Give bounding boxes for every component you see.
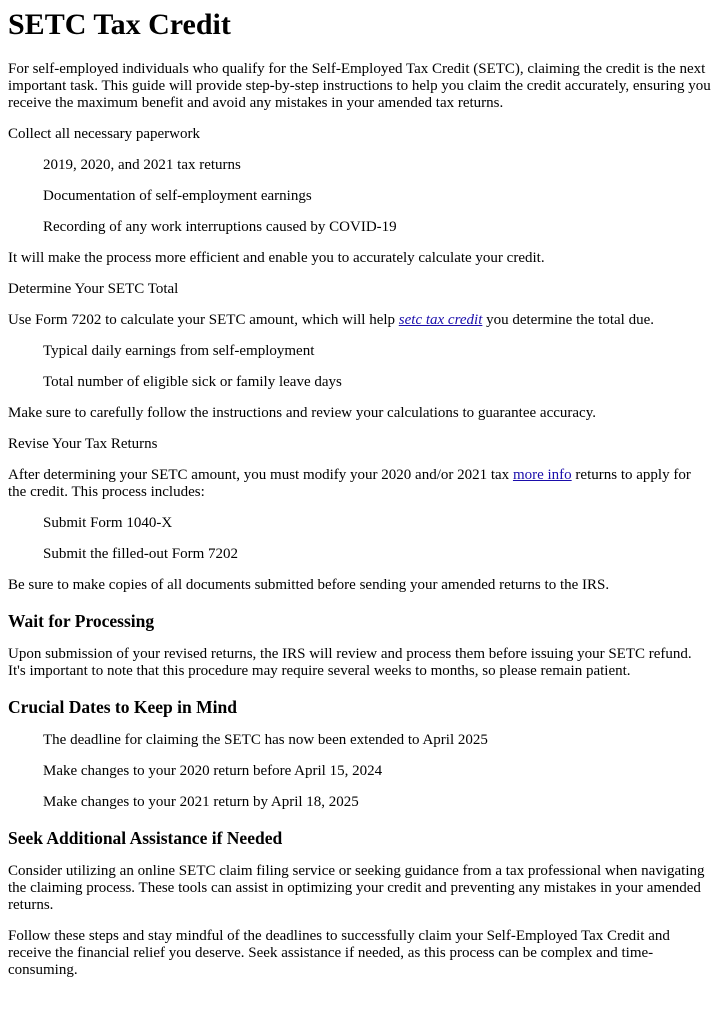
dates-heading: Crucial Dates to Keep in Mind xyxy=(8,697,237,717)
collect-heading: Collect all necessary paperwork xyxy=(8,126,201,142)
list-item: Submit Form 1040-X xyxy=(43,515,173,531)
page-title: SETC Tax Credit xyxy=(8,8,231,41)
closing-paragraph: Follow these steps and stay mindful of the deadlines to successfully claim your Self-Employed Tax Credit and receive the financial relief you deserve. Seek assistance if needed, as this process can be complex and time-consuming. xyxy=(8,928,670,978)
revise-heading: Revise Your Tax Returns xyxy=(8,436,158,452)
intro-paragraph: For self-employed individuals who qualify for the Self-Employed Tax Credit (SETC), claiming the credit is the next important task. This guide will provide step-by-step instructions to help you claim the credit accurately, ensuring you receive the maximum benefit and avoid any mistakes in your amended tax returns. xyxy=(8,61,711,111)
article xyxy=(0,8,720,979)
wait-paragraph: Upon submission of your revised returns, the IRS will review and process them before issuing your SETC refund. It's important to note that this procedure may require several weeks to months, so please remain patient. xyxy=(8,646,692,679)
wait-heading: Wait for Processing xyxy=(8,611,155,631)
list-item: Recording of any work interruptions caused by COVID-19 xyxy=(43,219,397,235)
setc-tax-credit-link[interactable]: setc tax credit xyxy=(398,312,483,328)
determine-text-before: Use Form 7202 to calculate your SETC amount, which will help xyxy=(8,312,399,328)
determine-heading: Determine Your SETC Total xyxy=(8,281,179,297)
list-item: Total number of eligible sick or family leave days xyxy=(43,374,342,390)
collect-note: It will make the process more efficient and enable you to accurately calculate your credit. xyxy=(8,250,545,266)
list-item: 2019, 2020, and 2021 tax returns xyxy=(43,157,241,173)
list-item: Submit the filled-out Form 7202 xyxy=(43,546,238,562)
determine-note: Make sure to carefully follow the instructions and review your calculations to guarantee accuracy. xyxy=(8,405,596,421)
assist-heading: Seek Additional Assistance if Needed xyxy=(8,828,283,848)
determine-paragraph xyxy=(8,312,712,329)
list-item: Make changes to your 2020 return before April 15, 2024 xyxy=(43,763,383,779)
revise-text-before: After determining your SETC amount, you must modify your 2020 and/or 2021 tax xyxy=(8,467,513,483)
assist-paragraph: Consider utilizing an online SETC claim filing service or seeking guidance from a tax professional when navigating the claiming process. These tools can assist in optimizing your credit and preventing any mistakes in your amended returns. xyxy=(8,863,705,913)
determine-text-after: you determine the total due. xyxy=(482,312,654,328)
list-item: Make changes to your 2021 return by April 18, 2025 xyxy=(43,794,359,810)
revise-text-after: returns to apply for the credit. This process includes: xyxy=(8,467,691,500)
list-item: Typical daily earnings from self-employment xyxy=(43,343,315,359)
list-item: Documentation of self-employment earnings xyxy=(43,188,312,204)
more-info-link[interactable]: more info xyxy=(512,467,572,483)
revise-note: Be sure to make copies of all documents submitted before sending your amended returns to the IRS. xyxy=(8,577,610,593)
revise-paragraph xyxy=(8,467,712,501)
list-item: The deadline for claiming the SETC has now been extended to April 2025 xyxy=(43,732,488,748)
